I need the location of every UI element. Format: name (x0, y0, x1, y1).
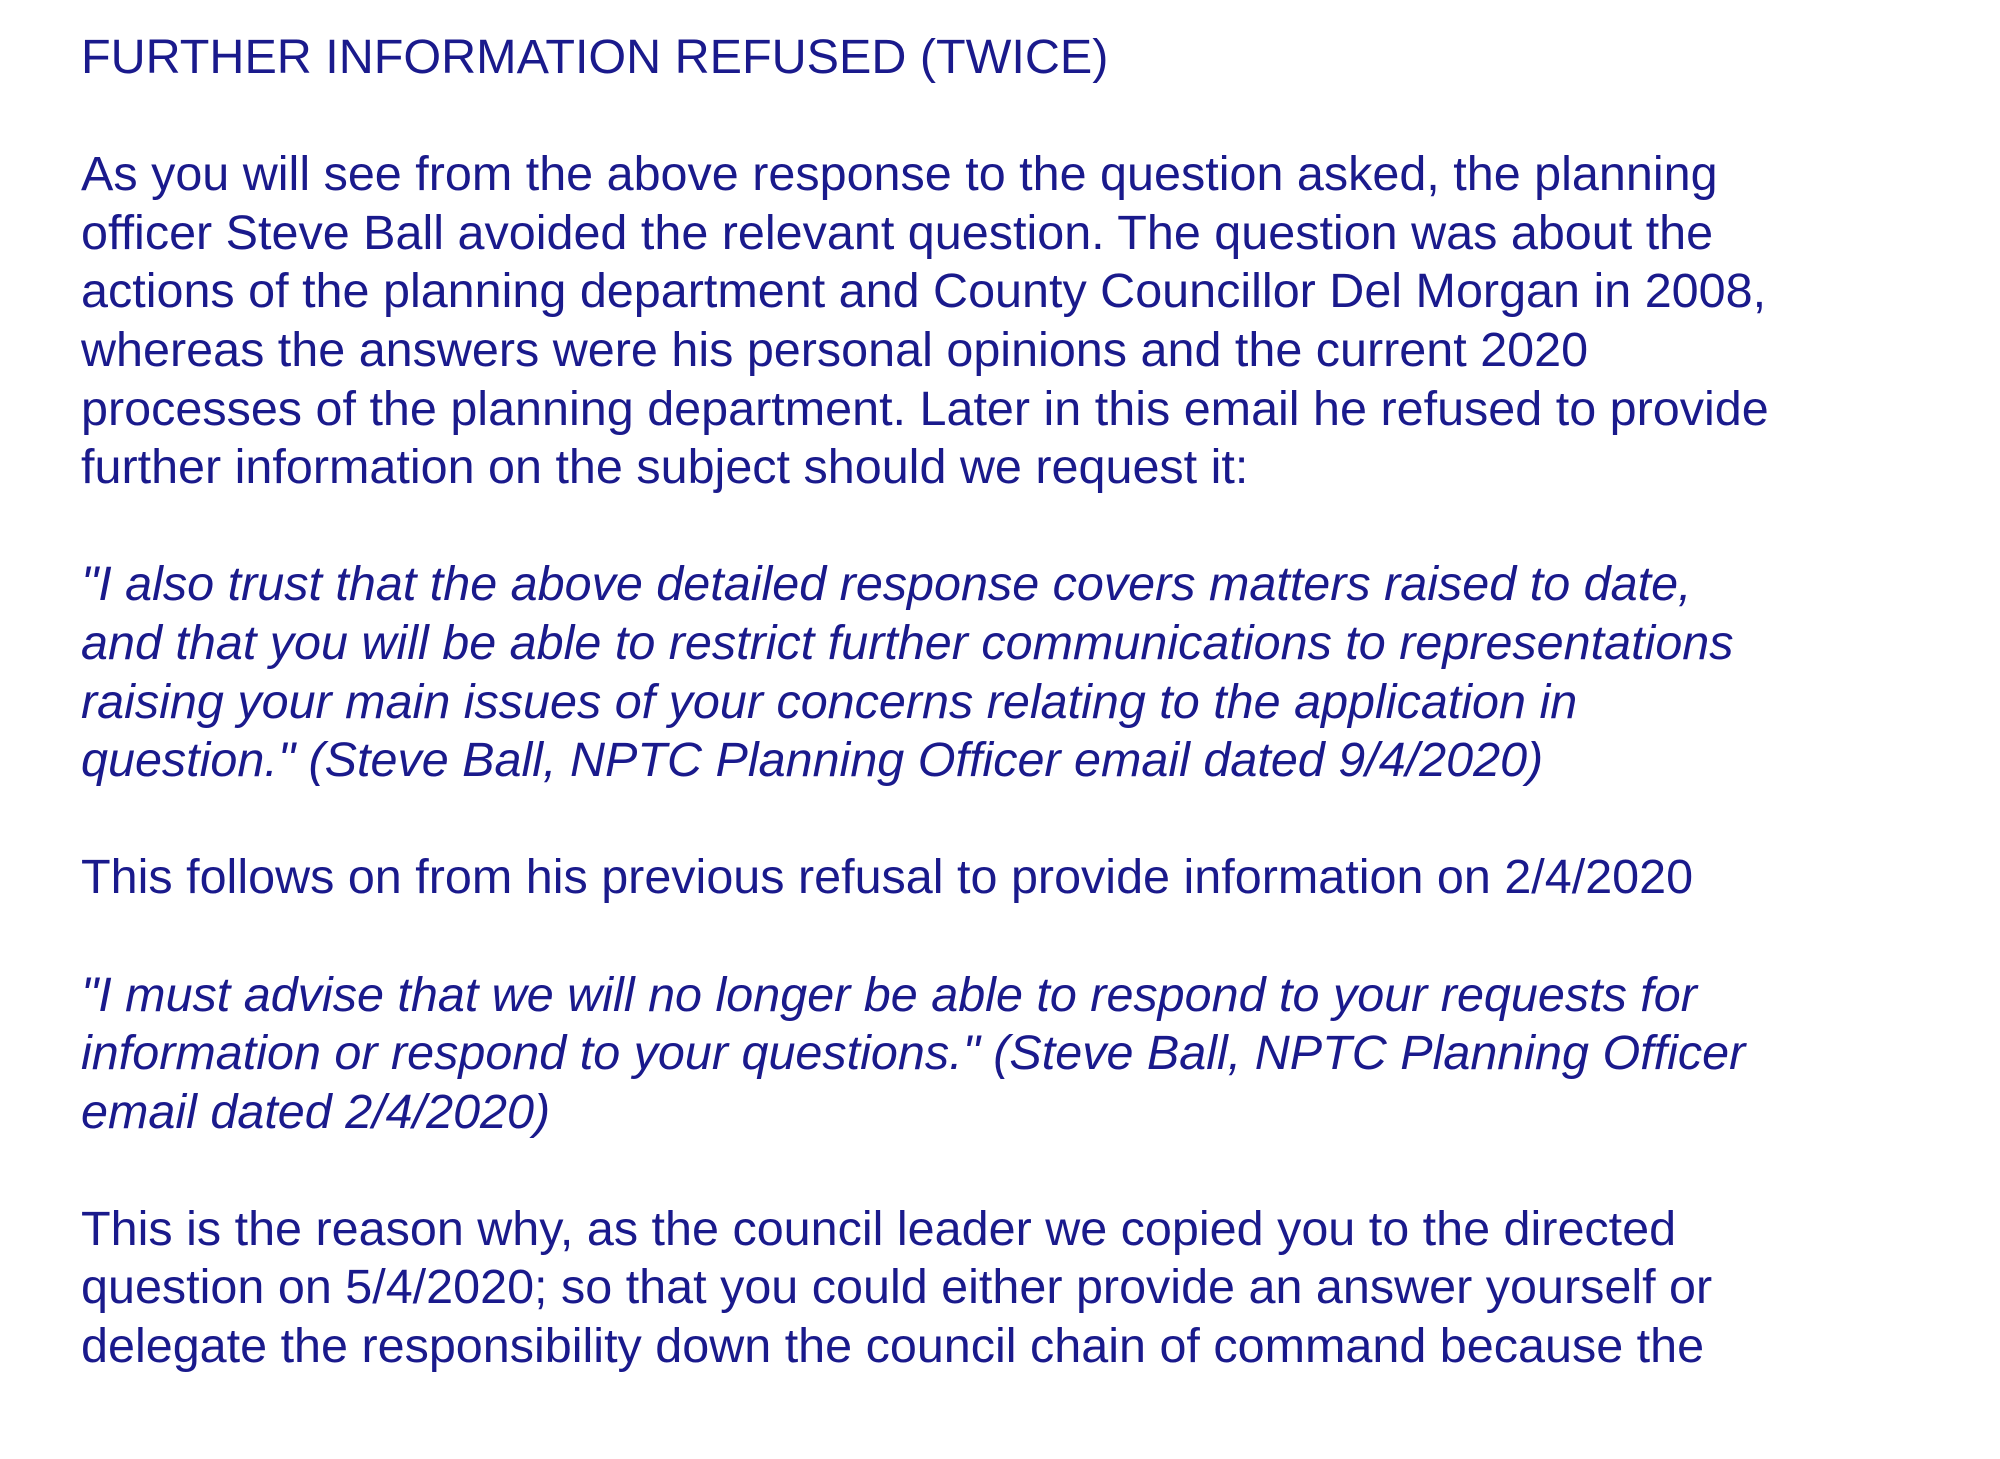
text-line: actions of the planning department and County Councillor Del Morgan in 2008, (81, 264, 1767, 319)
text-line: processes of the planning department. Later in this email he refused to provide (81, 381, 1769, 436)
quote-line: and that you will be able to restrict further communications to representations (81, 615, 1734, 670)
quote-line: question." (Steve Ball, NPTC Planning Officer email dated 9/4/2020) (81, 733, 1544, 788)
text-line: delegate the responsibility down the council chain of command because the (81, 1319, 1705, 1374)
text-line: officer Steve Ball avoided the relevant question. The question was about the (81, 205, 1714, 260)
text-line: further information on the subject should we request it: (81, 440, 1249, 495)
text-line: question on 5/4/2020; so that you could either provide an answer yourself or (81, 1260, 1713, 1315)
heading-text: FURTHER INFORMATION REFUSED (TWICE) (81, 30, 1109, 84)
quote-line: information or respond to your questions." (Steve Ball, NPTC Planning Officer (81, 1026, 1746, 1081)
section-heading (81, 28, 1981, 87)
document-body (81, 28, 1981, 1434)
quote-line: raising your main issues of your concerns relating to the application in (81, 674, 1578, 729)
paragraph-refusal-context (81, 145, 1981, 497)
text-line: whereas the answers were his personal opinions and the current 2020 (81, 322, 1589, 377)
text-line: As you will see from the above response to the question asked, the planning (81, 147, 1718, 202)
quote-email-2-4-2020 (81, 966, 1981, 1142)
quote-line: "I must advise that we will no longer be able to respond to your requests for (81, 967, 1697, 1022)
text-line: This follows on from his previous refusal to provide information on 2/4/2020 (81, 850, 1694, 905)
paragraph-council-leader (81, 1200, 1981, 1376)
text-line: This is the reason why, as the council leader we copied you to the directed (81, 1201, 1677, 1256)
quote-email-9-4-2020 (81, 555, 1981, 789)
paragraph-previous-refusal (81, 848, 1981, 907)
quote-line: email dated 2/4/2020) (81, 1084, 551, 1139)
quote-line: "I also trust that the above detailed response covers matters raised to date, (81, 557, 1692, 612)
